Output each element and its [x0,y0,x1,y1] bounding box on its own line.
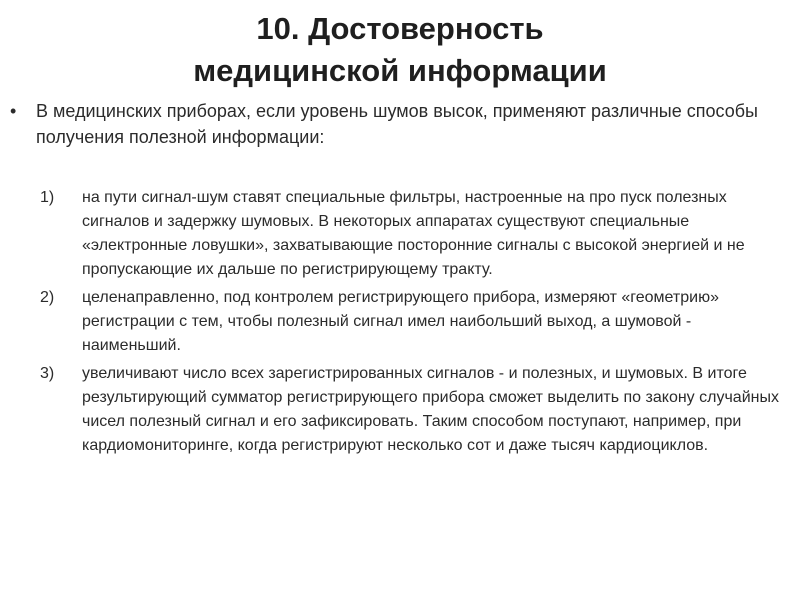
slide-title-line-2: медицинской информации [193,53,607,88]
list-item-number: 3) [40,365,55,382]
intro-bullet [10,98,780,150]
slide-title-line-1: 10. Достоверность [256,11,544,46]
list-item [40,286,790,358]
intro-text: В медицинских приборах, если уровень шумов высок, применяют различные способы получения полезной информации: [36,101,758,147]
bullet-icon: • [10,101,17,121]
list-item-number: 2) [40,289,55,306]
slide-title [0,8,800,92]
numbered-list [40,186,790,462]
list-item [40,186,790,282]
list-item-text: на пути сигнал-шум ставят специальные фильтры, настроенные на про пуск полезных сигналов и задержку шумовых. В некоторых аппаратах существуют специальные «электронные ловушки», захватывающие посторонние сигналы с высокой энергией и не пропускающие их дальше по регистрирующему тракту. [82,189,745,278]
list-item [40,362,790,458]
list-item-text: целенаправленно, под контролем регистрирующего прибора, измеряют «геометрию» регистрации с тем, чтобы полезный сигнал имел наибольший выход, а шумовой - наименьший. [82,289,719,354]
list-item-text: увеличивают число всех зарегистрированных сигналов - и полезных, и шумовых. В итоге результирующий сумматор регистрирующего прибора сможет выделить по закону случайных чисел полезный сигнал и его зафиксировать. Таким способом поступают, например, при кардиомониторинге, когда регистрируют несколько сот и даже тысяч кардиоциклов. [82,365,779,454]
list-item-number: 1) [40,189,55,206]
